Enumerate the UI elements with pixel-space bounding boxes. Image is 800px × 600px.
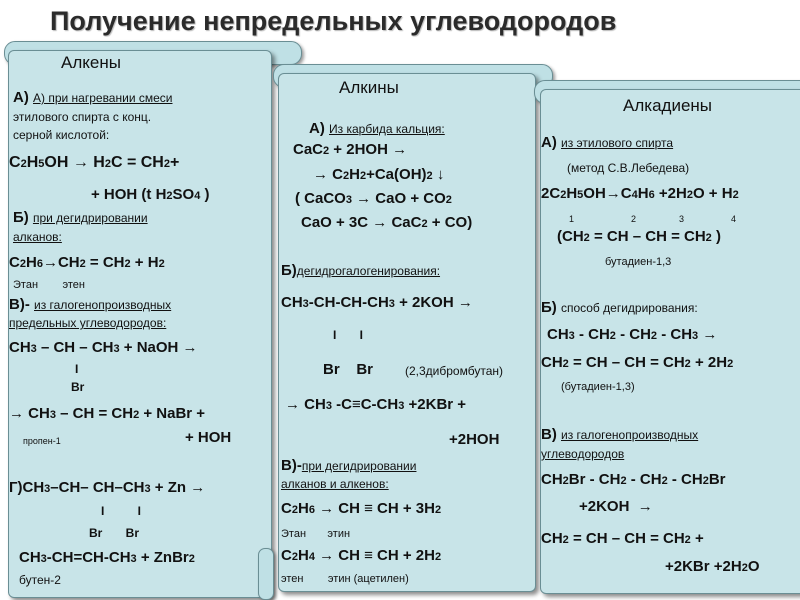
alkynes-equation: CaC2 + 2HOH → xyxy=(293,141,408,158)
alkynes-equation: → CH3 -C≡C-CH3 +2KBr + xyxy=(285,396,467,413)
alkadienes-equation: CH3 - CH2 - CH2 - CH3 → xyxy=(547,326,718,343)
alkenes-bromine: Br Br xyxy=(89,526,140,540)
alkadienes-equation: CH2Br - CH2 - CH2 - CH2Br xyxy=(541,471,726,488)
alkadienes-atom-number: 2 xyxy=(631,214,637,224)
alkenes-scroll-bottom-roll xyxy=(258,548,274,600)
alkynes-method-b: Б)дегидрогалогенирования: xyxy=(281,262,441,279)
alkenes-heading: Алкены xyxy=(61,53,121,72)
alkadienes-equation: +2KOH → xyxy=(579,498,653,515)
alkadienes-equation: +2KBr +2H2O xyxy=(665,558,760,575)
alkynes-equation: +2HOH xyxy=(449,431,500,448)
alkadienes-text: углеводородов xyxy=(541,447,625,461)
alkenes-text: алканов: xyxy=(13,230,62,244)
alkenes-text: предельных углеводородов: xyxy=(9,316,167,330)
alkadienes-text: (метод С.В.Лебедева) xyxy=(567,161,690,175)
alkadienes-atom-number: 1 xyxy=(569,214,575,224)
alkenes-method-g: Г)CH3–CH– CH–CH3 + Zn → xyxy=(9,479,206,496)
alkynes-bromine: Br Br xyxy=(323,361,374,378)
alkadienes-atom-number: 3 xyxy=(679,214,685,224)
alkadienes-label: (бутадиен-1,3) xyxy=(561,381,635,393)
alkynes-equation: CaO + 3C → CaC2 + CO) xyxy=(301,214,473,231)
alkenes-label: Этан этен xyxy=(13,279,85,291)
alkynes-label: этен этин (ацетилен) xyxy=(281,573,409,585)
alkynes-equation: C2H6 → CH ≡ CH + 3H2 xyxy=(281,500,442,517)
alkadienes-atom-number: 4 xyxy=(731,214,737,224)
alkadienes-method-v: В) из галогенопроизводных xyxy=(541,426,699,443)
alkadienes-method-a: А) из этилового спирта xyxy=(541,134,674,151)
alkadienes-equation: CH2 = CH – CH = CH2 + xyxy=(541,530,704,547)
alkenes-equation: C2H5OH → H2C = CH2+ xyxy=(9,154,180,171)
alkadienes-equation: 2C2H5OH→C4H6 +2H2O + H2 xyxy=(541,185,739,202)
alkenes-equation: C2H6→CH2 = CH2 + H2 xyxy=(9,254,165,271)
alkenes-equation: + HOH (t H2SO4 ) xyxy=(91,186,210,203)
alkadienes-equation: CH2 = CH – CH = CH2 + 2H2 xyxy=(541,354,734,371)
alkenes-label: бутен-2 xyxy=(19,573,61,587)
alkynes-method-a: А) Из карбида кальция: xyxy=(309,120,445,137)
alkenes-bond: I xyxy=(75,362,79,376)
alkynes-method-v: В)-при дегидрировании xyxy=(281,457,417,474)
alkenes-equation: + HOH xyxy=(185,429,232,446)
alkadienes-equation: (CH2 = CH – CH = CH2 ) xyxy=(557,228,721,245)
alkynes-bond: I I xyxy=(333,328,364,342)
alkynes-label: Этан этин xyxy=(281,528,351,540)
alkadienes-label: бутадиен-1,3 xyxy=(605,256,672,268)
alkenes-panel xyxy=(8,50,272,598)
alkenes-bromine: Br xyxy=(71,380,85,394)
alkenes-equation: CH3 – CH – CH3 + NaOH → xyxy=(9,339,198,356)
alkenes-method-v: В)- из галогенопроизводных xyxy=(9,296,172,313)
alkadienes-heading: Алкадиены xyxy=(623,96,713,115)
alkynes-equation: CH3-CH-CH-CH3 + 2KOH → xyxy=(281,294,473,311)
alkynes-equation: ( CaCO3 → CaO + CO2 xyxy=(295,190,452,207)
alkenes-text: серной кислотой: xyxy=(13,128,110,142)
alkynes-text: алканов и алкенов: xyxy=(281,477,389,491)
alkenes-text: этилового спирта с конц. xyxy=(13,110,152,124)
alkenes-label: пропен-1 xyxy=(23,436,61,446)
alkenes-method-a: А) А) при нагревании смеси xyxy=(13,89,173,106)
page-title: Получение непредельных углеводородов xyxy=(50,6,617,36)
alkynes-equation: C2H4 → CH ≡ CH + 2H2 xyxy=(281,547,442,564)
alkynes-label: (2,3дибромбутан) xyxy=(405,364,503,378)
alkenes-equation: CH3-CH=CH-CH3 + ZnBr2 xyxy=(19,549,195,566)
alkynes-panel xyxy=(278,73,536,592)
alkynes-heading: Алкины xyxy=(339,78,399,97)
alkadienes-panel xyxy=(540,89,800,594)
alkadienes-method-b: Б) способ дегидрирования: xyxy=(541,299,698,316)
alkynes-equation: → C2H2+Ca(OH)2 ↓ xyxy=(313,166,445,183)
alkenes-bond: I I xyxy=(101,504,142,518)
alkenes-method-b: Б) при дегидрировании xyxy=(13,209,148,226)
alkenes-equation: → CH3 – CH = CH2 + NaBr + xyxy=(9,405,206,422)
